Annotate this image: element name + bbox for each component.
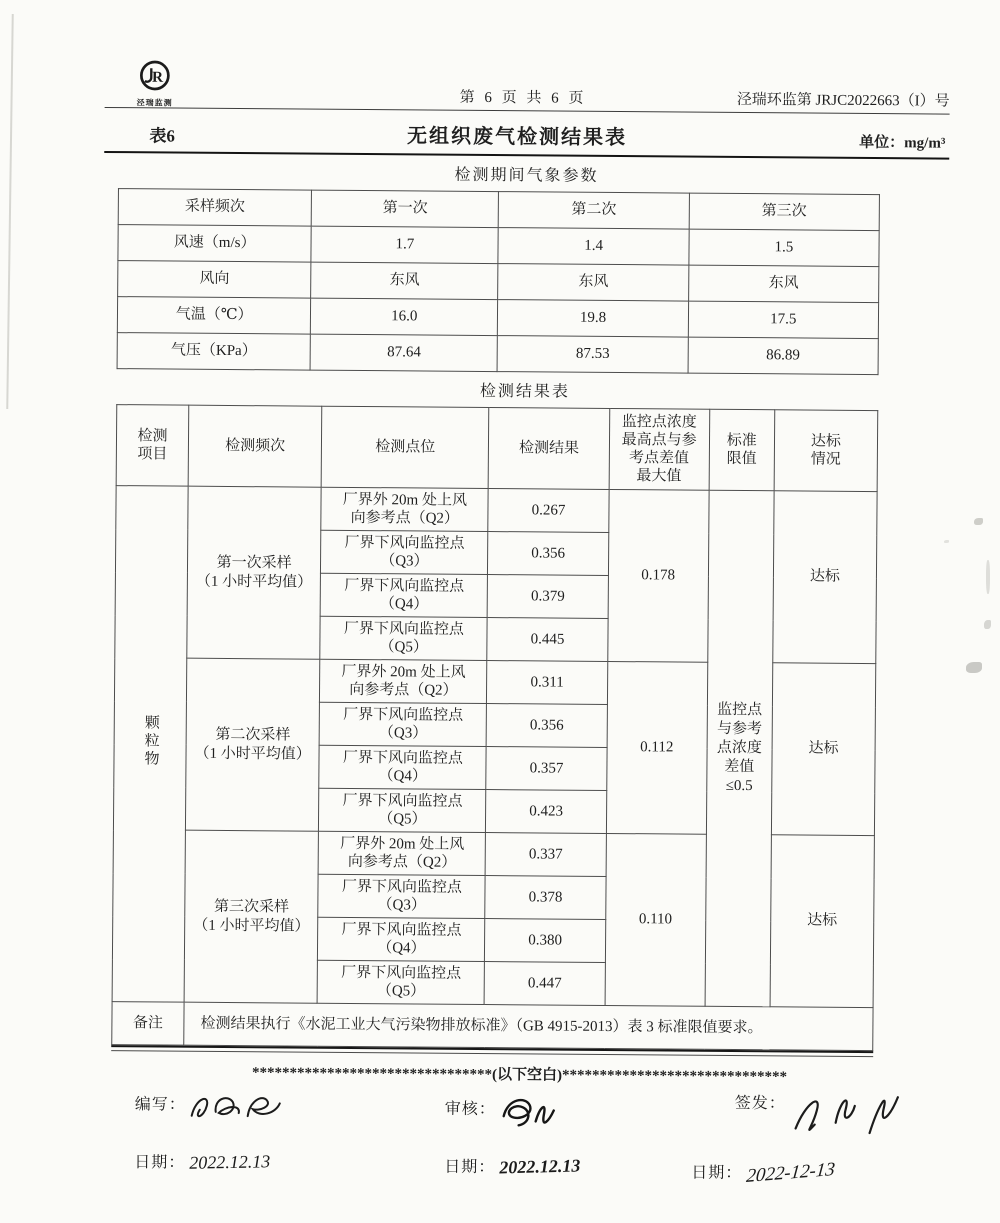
scan-smudge: [986, 560, 990, 594]
results-header-row: [116, 405, 878, 492]
weather-value: 1.7: [311, 226, 499, 263]
weather-value: 16.0: [311, 298, 499, 335]
weather-value: 87.53: [498, 336, 689, 373]
maxdiff-cell: 0.178: [607, 489, 708, 662]
result-cell: 0.357: [486, 747, 606, 791]
prepared-by: [135, 1091, 286, 1130]
maxdiff-cell: 0.112: [606, 661, 707, 834]
issued-date: [691, 1158, 836, 1188]
result-cell: 0.447: [485, 962, 605, 1006]
item-name: 颗粒物: [142, 713, 159, 768]
svg-text:R: R: [151, 68, 164, 86]
table-label: 表6: [149, 126, 175, 146]
result-cell: 0.356: [487, 704, 607, 748]
weather-value: 17.5: [688, 301, 879, 338]
item-cell: [112, 486, 188, 1003]
scan-smudge: [984, 620, 991, 629]
report-number: 泾瑞环监第 JRJC2022663（I）号: [736, 91, 950, 110]
page-title: 无组织废气检测结果表: [406, 125, 628, 150]
date-label: 日期：: [691, 1164, 743, 1183]
table-row: [118, 261, 879, 303]
col-header-frequency: 检测频次: [188, 405, 322, 487]
result-cell: 0.423: [486, 790, 606, 834]
table-row: [118, 225, 879, 267]
col-header-limit: 标准 限值: [709, 409, 775, 491]
jr-logo-icon: [137, 58, 173, 94]
location-cell: 厂界外 20m 处上风 向参考点（Q2）: [318, 831, 486, 875]
result-cell: 0.337: [486, 833, 606, 877]
prepared-date: [134, 1149, 270, 1173]
date-label: 日期：: [134, 1154, 186, 1172]
signature-scribble-icon: [186, 1086, 286, 1131]
col-header-result: 检测结果: [489, 408, 610, 490]
handwritten-date: 2022.12.13: [189, 1151, 271, 1173]
page-header: [105, 58, 950, 115]
result-cell: 0.378: [485, 876, 605, 920]
weather-value: 87.64: [310, 334, 498, 371]
title-row: [104, 108, 949, 160]
signature-scribble-icon: [786, 1084, 906, 1141]
weather-value: 86.89: [688, 337, 879, 374]
reviewed-by-label: 审核：: [444, 1100, 496, 1119]
company-logo: [127, 58, 183, 108]
table-row: [118, 189, 879, 231]
col-header-location: 检测点位: [321, 406, 489, 488]
location-cell: 厂界下风向监控点 （Q4）: [320, 573, 488, 617]
weather-header-cell: 第三次: [689, 193, 880, 230]
weather-value: 1.5: [689, 229, 880, 266]
handwritten-date: 2022.12.13: [499, 1155, 581, 1178]
table-row: [116, 486, 877, 535]
handwritten-date: 2022-12-13: [745, 1158, 836, 1188]
weather-row-label: 风速（m/s）: [118, 225, 312, 263]
frequency-cell: 第三次采样 （1 小时平均值）: [184, 830, 319, 1003]
result-cell: 0.267: [488, 489, 608, 533]
weather-value: 东风: [688, 265, 879, 302]
weather-header-label: 采样频次: [118, 189, 312, 227]
frequency-cell: 第一次采样 （1 小时平均值）: [187, 486, 322, 659]
weather-table: [117, 188, 880, 375]
location-cell: 厂界下风向监控点 （Q4）: [319, 745, 487, 789]
compliance-cell: 达标: [770, 835, 875, 1008]
location-cell: 厂界下风向监控点 （Q3）: [321, 530, 489, 574]
col-header-compliance: 达标 情况: [774, 410, 878, 492]
limit-cell: 监控点 与参考 点浓度 差值 ≤0.5: [705, 490, 774, 1006]
scan-smudge: [966, 662, 982, 673]
logo-caption: 泾瑞监测: [136, 98, 173, 108]
location-cell: 厂界外 20m 处上风 向参考点（Q2）: [320, 659, 488, 703]
weather-row-label: 风向: [118, 261, 312, 299]
weather-row-label: 气压（KPa）: [117, 333, 311, 371]
issued-by-label: 签发：: [734, 1094, 786, 1113]
date-label: 日期：: [444, 1158, 496, 1177]
prepared-by-label: 编写：: [134, 1096, 186, 1114]
result-cell: 0.445: [487, 618, 607, 662]
blank-below-separator: ********************************(以下空白)******************************: [251, 1065, 788, 1086]
location-cell: 厂界下风向监控点 （Q5）: [317, 960, 485, 1004]
table-row: [117, 333, 878, 375]
issued-by: [735, 1090, 906, 1141]
location-cell: 厂界下风向监控点 （Q4）: [318, 917, 486, 961]
location-cell: 厂界下风向监控点 （Q3）: [318, 874, 486, 918]
remark-text: 检测结果执行《水泥工业大气污染物排放标准》（GB 4915-2013）表 3 标准限值要求。: [184, 1002, 873, 1050]
weather-value: 东风: [498, 264, 689, 301]
location-cell: 厂界下风向监控点 （Q5）: [319, 788, 487, 832]
frequency-cell: 第二次采样 （1 小时平均值）: [186, 658, 321, 831]
signature-block: [96, 1081, 942, 1223]
reviewed-date: [444, 1154, 580, 1178]
scanned-report-page: [96, 58, 950, 1223]
location-cell: 厂界下风向监控点 （Q5）: [320, 616, 488, 660]
location-cell: 厂界外 20m 处上风 向参考点（Q2）: [321, 487, 489, 531]
result-cell: 0.356: [488, 532, 608, 576]
result-cell: 0.380: [485, 919, 605, 963]
compliance-cell: 达标: [771, 663, 876, 836]
unit-label: 单位：mg/m³: [859, 134, 946, 152]
weather-header-cell: 第二次: [499, 192, 690, 229]
result-cell: 0.379: [488, 575, 608, 619]
reviewed-by: [445, 1096, 560, 1135]
compliance-cell: 达标: [773, 491, 878, 664]
scan-edge-artifact: [6, 14, 13, 409]
weather-value: 东风: [311, 262, 499, 299]
weather-value: 19.8: [498, 300, 689, 337]
page-number: 第 6 页 共 6 页: [459, 89, 587, 107]
col-header-maxdiff: 监控点浓度 最高点与参 考点差值 最大值: [609, 408, 710, 490]
scan-smudge: [974, 518, 983, 525]
maxdiff-cell: 0.110: [605, 833, 706, 1006]
weather-header-cell: 第一次: [311, 190, 499, 227]
table-row: [117, 297, 878, 339]
weather-section-title: 检测期间气象参数: [454, 166, 599, 185]
remark-label: 备注: [112, 1002, 184, 1046]
remark-row: [112, 1002, 873, 1051]
results-section-title: 检测结果表: [479, 382, 570, 401]
signature-scribble-icon: [496, 1090, 560, 1135]
col-header-item: 检测 项目: [116, 405, 189, 487]
result-cell: 0.311: [487, 661, 607, 705]
results-table: [111, 404, 878, 1051]
location-cell: 厂界下风向监控点 （Q3）: [319, 702, 487, 746]
weather-row-label: 气温（℃）: [117, 297, 311, 335]
weather-value: 1.4: [498, 228, 689, 265]
